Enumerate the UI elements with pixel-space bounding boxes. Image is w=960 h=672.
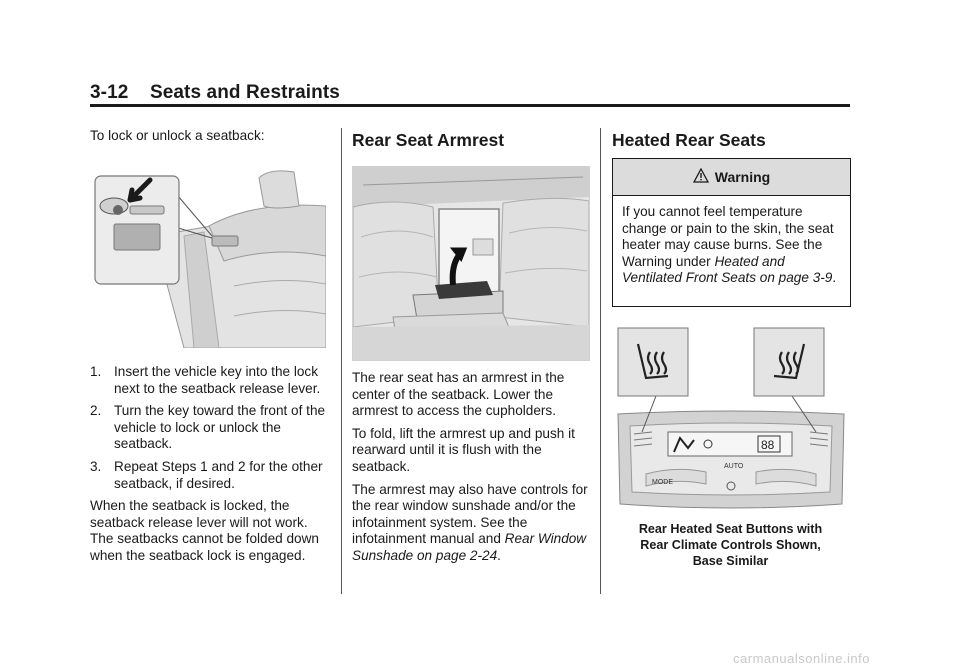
temp-display: 88 xyxy=(761,438,775,452)
list-item: 1. Insert the vehicle key into the lock next to the seatback release lever. xyxy=(90,364,321,396)
warning-text: If you cannot feel temperature change or pain to the skin, the seat heater may cause burns. See the Warning under Heated and Ventilated Front Seats on page 3-9. xyxy=(622,204,837,286)
armrest-text xyxy=(352,370,590,565)
warning-header xyxy=(613,159,850,196)
armrest-heading: Rear Seat Armrest xyxy=(352,130,505,150)
watermark: carmanualsonline.info xyxy=(733,651,870,666)
armrest-para-2: To fold, lift the armrest up and push it rearward until it is flush with the seatback. xyxy=(352,425,575,474)
rear-climate-figure xyxy=(616,326,846,512)
figure-caption: Rear Heated Seat Buttons with Rear Climate Controls Shown, Base Similar xyxy=(638,522,823,568)
column-divider xyxy=(600,128,601,594)
warning-icon xyxy=(693,168,709,187)
mode-label: MODE xyxy=(652,479,673,486)
sunshade-reference: Rear Window Sunshade on page 2-24 xyxy=(352,531,587,563)
page-header xyxy=(90,82,340,104)
header-rule xyxy=(90,104,850,107)
column-divider xyxy=(341,128,342,594)
steps-list xyxy=(90,364,330,492)
section-title: Seats and Restraints xyxy=(149,82,340,103)
section-number: 3-12 xyxy=(90,82,129,103)
intro-text: To lock or unlock a seatback: xyxy=(90,128,265,143)
armrest-para-3: The armrest may also have controls for the rear window sunshade and/or the infotainment system. See the infotainment manual and Rear Window Sunshade on page 2-24. xyxy=(352,481,588,563)
seatback-lock-figure xyxy=(94,166,326,348)
list-item: 2. Turn the key toward the front of the vehicle to lock or unlock the seatback. xyxy=(90,403,326,452)
front-seats-reference: Heated and Ventilated Front Seats on page 3-9 xyxy=(622,253,833,286)
steps-block xyxy=(90,364,330,565)
list-item: 3. Repeat Steps 1 and 2 for the other seatback, if desired. xyxy=(90,458,323,491)
column-1 xyxy=(90,128,330,145)
warning-box xyxy=(612,158,851,307)
closing-paragraph: When the seatback is locked, the seatback release lever will not work. The seatbacks cannot be folded down when the seatback lock is engaged. xyxy=(90,498,319,563)
heated-seats-heading: Heated Rear Seats xyxy=(612,130,766,150)
armrest-figure xyxy=(352,166,590,361)
auto-label: AUTO xyxy=(724,463,744,470)
armrest-para-1: The rear seat has an armrest in the center of the seatback. Lower the armrest to access the cupholders. xyxy=(352,370,565,419)
warning-title: Warning xyxy=(714,169,771,185)
